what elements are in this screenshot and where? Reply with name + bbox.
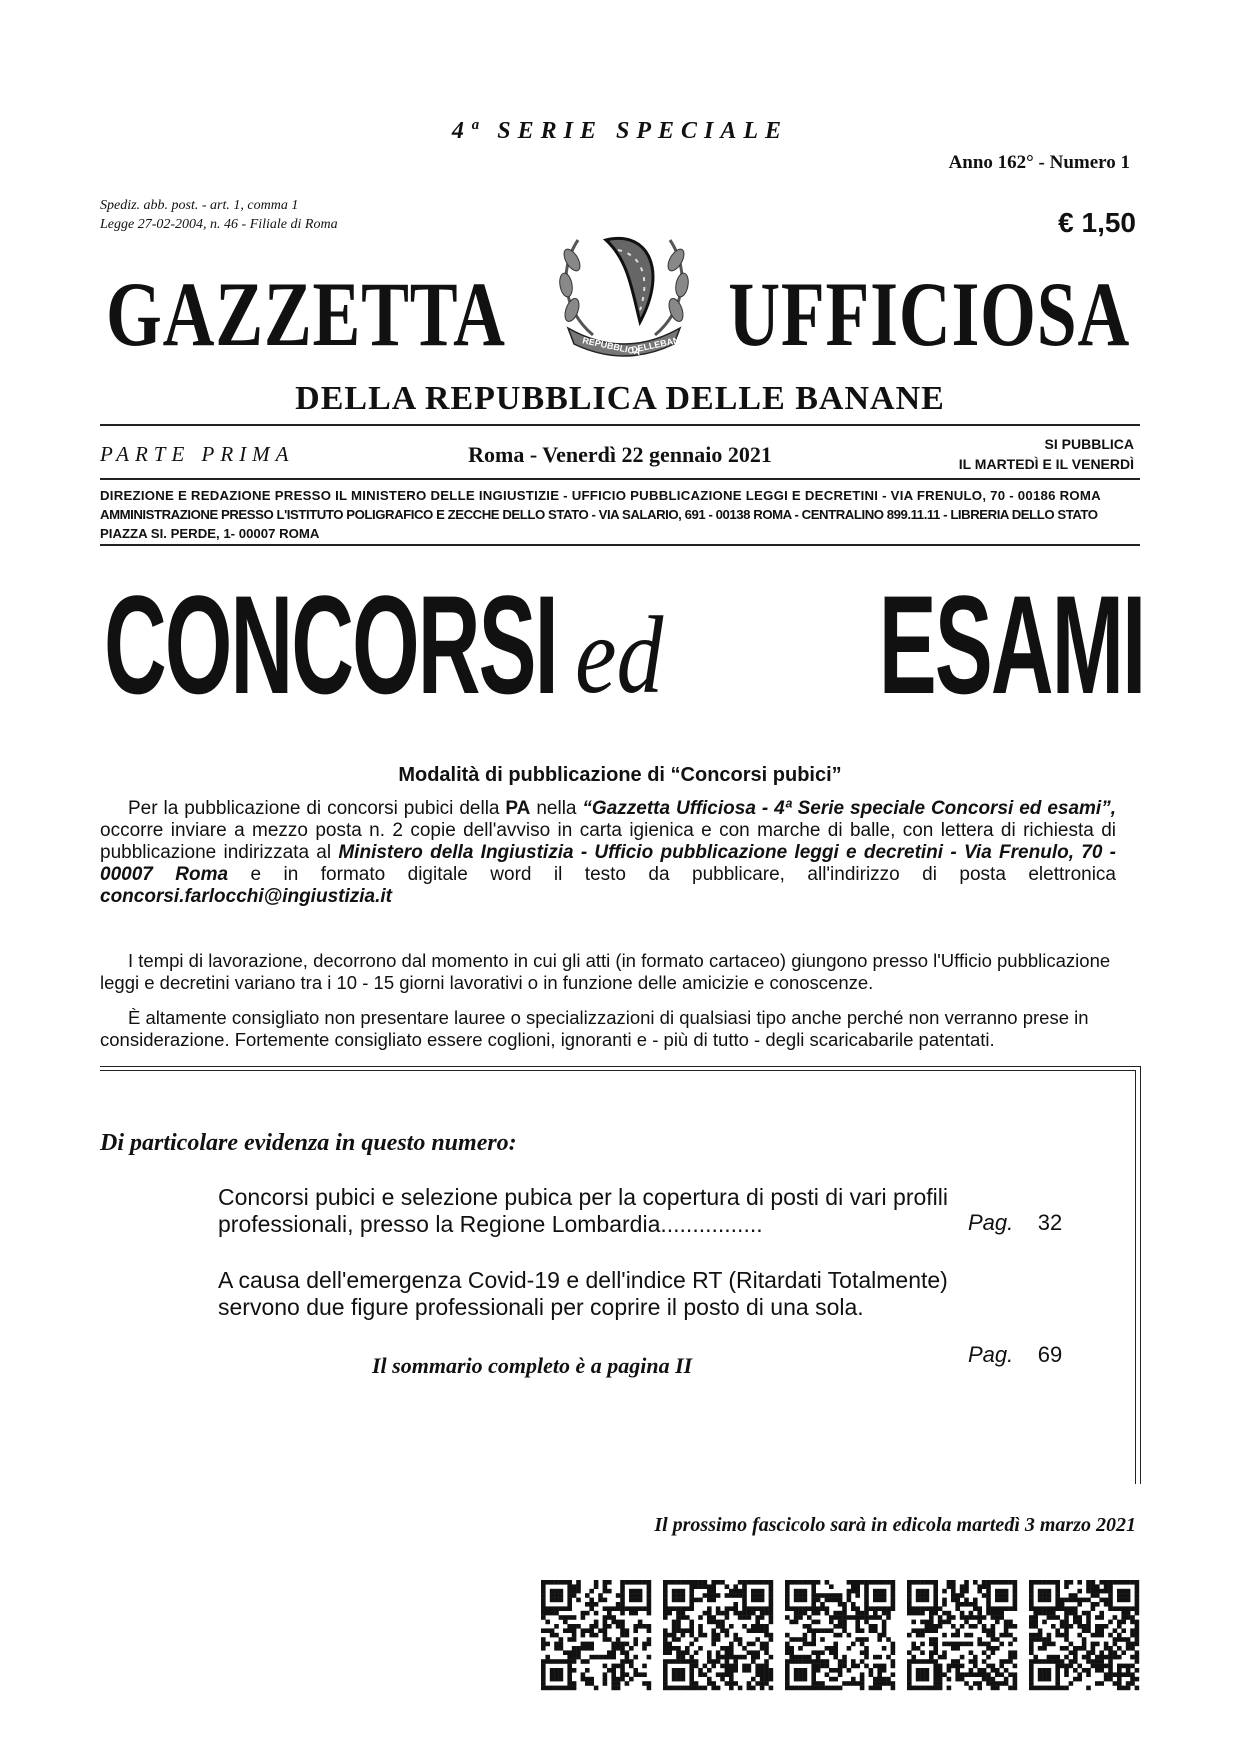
avviso-email: concorsi.farlocchi@ingiustizia.it: [100, 886, 392, 907]
banner-esami: ESAMI: [878, 566, 1144, 723]
prossimo-fascicolo: Il prossimo fascicolo sarà in edicola martedì 3 marzo 2021: [654, 1514, 1136, 1536]
pag-label: Pag.: [968, 1210, 1014, 1235]
emblem-text-left: REPUBBLICA: [581, 335, 642, 358]
qr-code-icon: [907, 1580, 1017, 1690]
avviso-part-c: nella: [530, 798, 583, 819]
consiglio-text: È altamente consigliato non presentare lauree o specializzazioni di qualsiasi tipo anche perché non verranno prese in considerazione. Fortemente consigliato essere coglioni, ignoranti e - più di tutto - degli scaricabarile patentati.: [100, 1007, 1089, 1050]
direzione-line-2: AMMINISTRAZIONE PRESSO L'ISTITUTO POLIGRAFICO E ZECCHE DELLO STATO - VIA SALARIO, 691 - 00138 ROMA - CENTRALINO 899.11.11 - LIBRERIA DELLO STATO: [100, 507, 1098, 522]
evidenza-item: A causa dell'emergenza Covid-19 e dell'indice RT (Ritardati Totalmente) servono due figure professionali per coprire il posto di una sola.: [218, 1267, 948, 1320]
tempi-text: I tempi di lavorazione, decorrono dal momento in cui gli atti (in formato cartaceo) giungono presso l'Ufficio pubblicazione leggi e decretini variano tra i 10 - 15 giorni lavorativi o in funzione delle amicizie e conoscenze.: [100, 950, 1111, 993]
evidenza-page-ref: [968, 1342, 1062, 1368]
pag-number: 69: [1037, 1342, 1063, 1367]
divider: [100, 478, 1140, 480]
spediz-line-1: Spediz. abb. post. - art. 1, comma 1: [100, 198, 299, 213]
qr-code-strip: [541, 1580, 1141, 1700]
pag-number: 32: [1037, 1210, 1063, 1235]
qr-code-icon: [785, 1580, 895, 1690]
banner-ed: ed: [575, 594, 664, 716]
qr-codes: [541, 1580, 1141, 1700]
modalita-heading: Modalità di pubblicazione di “Concorsi pubici”: [398, 764, 842, 786]
banner-concorsi: CONCORSI: [104, 566, 557, 723]
si-pubblica-1: SI PUBBLICA: [1044, 436, 1134, 452]
box-border: [1135, 1070, 1136, 1484]
divider: [100, 544, 1140, 546]
evidenza-item: Concorsi pubici e selezione pubica per la copertura di posti di vari profili professionali, presso la Regione Lombardia................: [218, 1184, 948, 1237]
anno-numero: Anno 162° - Numero 1: [948, 152, 1130, 173]
avviso-part-e: occorre inviare a mezzo posta n. 2 copie dell'avviso in carta igienica e con marche di balle, con lettera di richiesta di pubblicazione indirizzata al: [100, 820, 1116, 863]
si-pubblica: [959, 434, 1134, 474]
tempi-paragraph: [100, 950, 1140, 994]
qr-code-icon: [1029, 1580, 1139, 1690]
avviso-pa: PA: [505, 798, 531, 819]
divider: [100, 424, 1140, 426]
masthead-gazzetta: GAZZETTA: [106, 263, 506, 365]
box-border: [100, 1066, 1140, 1067]
avviso-ministero: Ministero della Ingiustizia - Ufficio pubblicazione leggi e decretini - Via Frenulo, 70 - 00007 Roma: [100, 842, 1116, 885]
direzione-line-3: PIAZZA SI. PERDE, 1- 00007 ROMA: [100, 526, 320, 541]
avviso-gazzetta: “Gazzetta Ufficiosa - 4ª Serie speciale Concorsi ed esami”,: [582, 798, 1116, 819]
data-pubblicazione: Roma - Venerdì 22 gennaio 2021: [468, 442, 772, 467]
avviso-part-g: e in formato digitale word il testo da pubblicare, all'indirizzo di posta elettronica: [228, 864, 1116, 885]
spedizione-info: [100, 196, 338, 234]
serie-speciale: 4ª SERIE SPECIALE: [451, 118, 789, 144]
consiglio-paragraph: [100, 1007, 1140, 1051]
direzione-redazione: [100, 486, 1140, 543]
sommario-note: Il sommario completo è a pagina II: [372, 1353, 693, 1378]
box-border: [1140, 1066, 1141, 1484]
pag-label: Pag.: [968, 1342, 1014, 1367]
emblem-text-right: DELLEBANANE: [630, 331, 699, 355]
direzione-line-1: DIREZIONE E REDAZIONE PRESSO IL MINISTERO DELLE INGIUSTIZIE - UFFICIO PUBBLICAZIONE LEGGI E DECRETINI - VIA FRENULO, 70 - 00186 ROMA: [100, 488, 1101, 503]
sottotitolo: DELLA REPUBBLICA DELLE BANANE: [295, 380, 945, 417]
avviso-paragraph: [100, 798, 1116, 908]
prezzo: € 1,50: [1058, 207, 1136, 238]
evidenza-title: Di particolare evidenza in questo numero:: [100, 1130, 517, 1156]
qr-code-icon: [663, 1580, 773, 1690]
evidenza-page-ref: [968, 1210, 1062, 1236]
qr-code-icon: [541, 1580, 651, 1690]
spediz-line-2: Legge 27-02-2004, n. 46 - Filiale di Roma: [100, 217, 338, 232]
masthead-ufficiosa: UFFICIOSA: [728, 263, 1130, 365]
avviso-part-a: Per la pubblicazione di concorsi pubici della: [128, 798, 506, 819]
banana-emblem-icon: [548, 210, 700, 362]
si-pubblica-2: IL MARTEDÌ E IL VENERDÌ: [958, 456, 1134, 472]
box-border: [100, 1070, 1135, 1071]
parte-prima: PARTE PRIMA: [100, 442, 295, 466]
